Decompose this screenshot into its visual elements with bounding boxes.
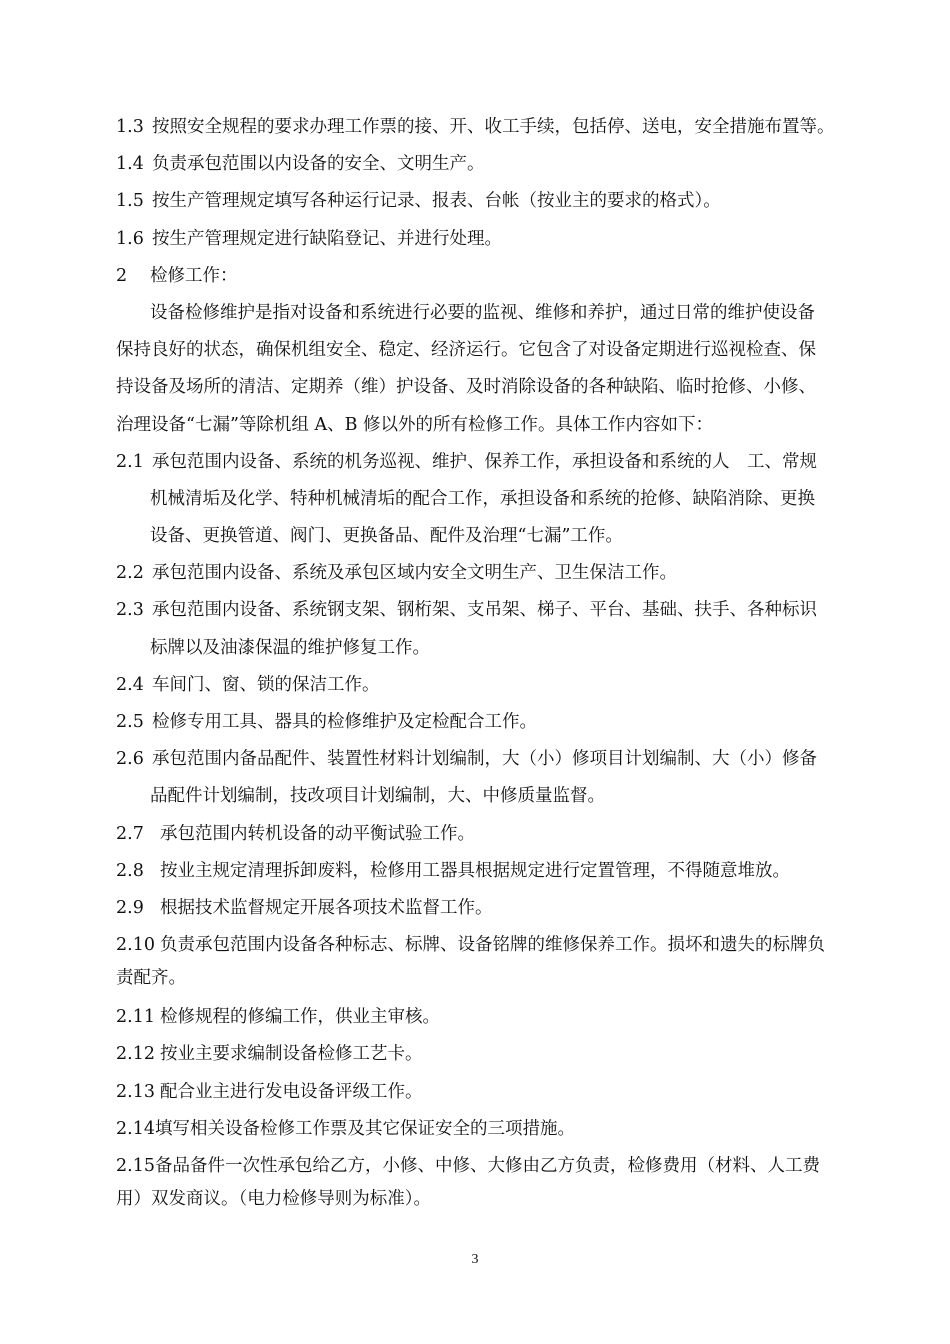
section-2-heading: 2 检修工作： bbox=[116, 265, 238, 286]
paragraph-line: 设备检修维护是指对设备和系统进行必要的监视、维修和养护，通过日常的维护使设备 bbox=[150, 302, 815, 323]
item-2-14: 2.14填写相关设备检修工作票及其它保证安全的三项措施。 bbox=[116, 1118, 575, 1139]
item-2-6: 2.6 承包范围内备品配件、装置性材料计划编制，大（小）修项目计划编制、大（小）修备 bbox=[116, 749, 817, 770]
item-1-5: 1.5 按生产管理规定填写各种运行记录、报表、台帐（按业主的要求的格式）。 bbox=[116, 191, 721, 212]
item-2-10: 2.10 负责承包范围内设备各种标志、标牌、设备铭牌的维修保养工作。损坏和遗失的标牌负 bbox=[116, 935, 825, 956]
item-1-4: 1.4 负责承包范围以内设备的安全、文明生产。 bbox=[116, 154, 485, 175]
item-2-1-cont: 机械清垢及化学、特种机械清垢的配合工作，承担设备和系统的抢修、缺陷消除、更换 bbox=[150, 488, 815, 509]
paragraph-line: 治理设备“七漏”等除机组 A、B 修以外的所有检修工作。具体工作内容如下： bbox=[116, 414, 714, 435]
item-2-6-cont: 品配件计划编制，技改项目计划编制，大、中修质量监督。 bbox=[150, 786, 605, 807]
page-number: 3 bbox=[471, 1252, 479, 1267]
item-2-11: 2.11 检修规程的修编工作，供业主审核。 bbox=[116, 1007, 440, 1028]
item-2-15-cont: 用）双发商议。（电力检修导则为标准）。 bbox=[116, 1188, 431, 1209]
item-2-15: 2.15备品备件一次性承包给乙方，小修、中修、大修由乙方负责，检修费用（材料、人工费 bbox=[116, 1155, 820, 1176]
item-1-3: 1.3 按照安全规程的要求办理工作票的接、开、收工手续，包括停、送电，安全措施布置等。 bbox=[116, 117, 835, 137]
item-2-3-cont: 标牌以及油漆保温的维护修复工作。 bbox=[150, 637, 430, 658]
item-2-13: 2.13 配合业主进行发电设备评级工作。 bbox=[116, 1081, 423, 1102]
item-2-2: 2.2 承包范围内设备、系统及承包区域内安全文明生产、卫生保洁工作。 bbox=[116, 563, 677, 584]
item-2-12: 2.12 按业主要求编制设备检修工艺卡。 bbox=[116, 1044, 423, 1065]
item-2-7: 2.7 承包范围内转机设备的动平衡试验工作。 bbox=[116, 823, 475, 844]
item-1-6: 1.6 按生产管理规定进行缺陷登记、并进行处理。 bbox=[116, 228, 502, 249]
item-2-8: 2.8 按业主规定清理拆卸废料，检修用工器具根据规定进行定置管理，不得随意堆放。 bbox=[116, 860, 790, 881]
item-2-1-cont: 设备、更换管道、阀门、更换备品、配件及治理“七漏”工作。 bbox=[150, 526, 623, 547]
item-2-3: 2.3 承包范围内设备、系统钢支架、钢桁架、支吊架、梯子、平台、基础、扶手、各种标识 bbox=[116, 600, 817, 621]
paragraph-line: 保持良好的状态，确保机组安全、稳定、经济运行。它包含了对设备定期进行巡视检查、保 bbox=[116, 340, 816, 361]
item-2-5: 2.5 检修专用工具、器具的检修维护及定检配合工作。 bbox=[116, 712, 537, 732]
item-2-10-cont: 责配齐。 bbox=[116, 968, 186, 989]
paragraph-line: 持设备及场所的清洁、定期养（维）护设备、及时消除设备的各种缺陷、临时抢修、小修、 bbox=[116, 377, 816, 398]
item-2-9: 2.9 根据技术监督规定开展各项技术监督工作。 bbox=[116, 897, 493, 918]
body-text bbox=[116, 114, 886, 1219]
item-2-1: 2.1 承包范围内设备、系统的机务巡视、维护、保养工作，承担设备和系统的人 工、常规 bbox=[116, 451, 817, 472]
item-2-4: 2.4 车间门、窗、锁的保洁工作。 bbox=[116, 674, 380, 695]
